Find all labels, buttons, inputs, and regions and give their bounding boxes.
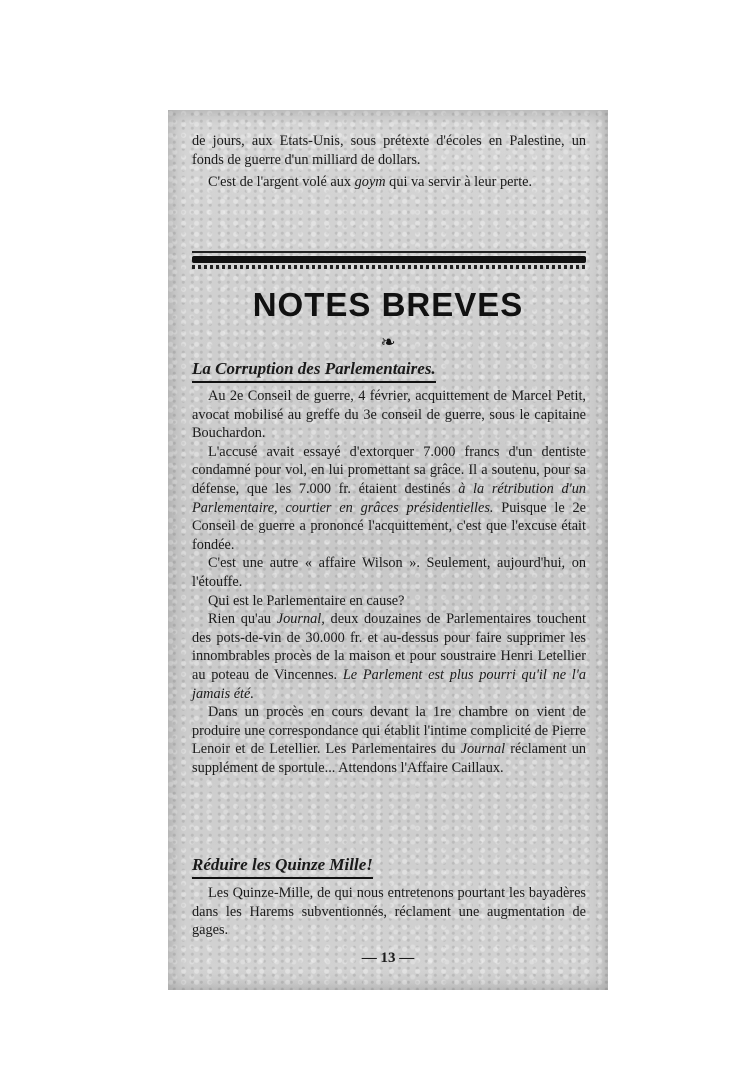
section-1-heading: La Corruption des Parlementaires.: [192, 358, 436, 383]
newspaper-clipping: [168, 110, 608, 990]
s1p5-text-mid: deux douzaines de Parlementaires touchent des pots-de-vin de 30.000 fr. et au-dessus pour faire supprimer les innombrables procès de la maison et pour soustraire Henri Letellier au poteau de Vincennes.: [192, 611, 586, 683]
s1p2-text-end: Puisque le 2e Conseil de guerre a prononcé l'acquittement, c'est que l'excuse était fondée.: [192, 499, 586, 553]
section-1-paragraph-4: Qui est le Parlementaire en cause?: [208, 592, 405, 609]
section-2-heading: Réduire les Quinze Mille!: [192, 854, 373, 879]
section-1-paragraph-2: [192, 443, 586, 555]
intro-text: [192, 132, 586, 192]
s1p2-emphasis: à la rétribution d'un Parlementaire, courtier en grâces présidentielles.: [192, 480, 586, 516]
section-1-paragraph-3: C'est une autre « affaire Wilson ». Seulement, aujourd'hui, on l'étouffe.: [192, 555, 586, 590]
s1p5-emphasis-2: Le Parlement est plus pourri qu'il ne l'a jamais été.: [192, 666, 586, 702]
section-1-paragraph-6: [192, 703, 586, 777]
s1p6-text-end: réclament un supplément de sportule... Attendons l'Affaire Caillaux.: [192, 741, 586, 776]
section-corruption: [192, 358, 586, 777]
s1p5-emphasis: Journal,: [276, 611, 325, 628]
section-title: NOTES BREVES: [252, 286, 524, 323]
s1p6-text: Dans un procès en cours devant la 1re chambre on vient de produire une correspondance qui établit l'intime complicité de Pierre Lenoir et de Letellier. Les Parlementaires du: [192, 704, 586, 758]
rule-wavy-line: [192, 265, 586, 269]
page-number: — 13 —: [361, 950, 415, 966]
rule-thin-line: [192, 251, 586, 253]
intro-paragraph-2: [192, 173, 586, 192]
intro-p2-text-end: qui va servir à leur perte.: [385, 174, 533, 191]
decorative-rule: [192, 248, 586, 268]
s1p6-emphasis: Journal: [460, 741, 506, 758]
intro-paragraph-1: de jours, aux Etats-Unis, sous prétexte d'écoles en Palestine, un fonds de guerre d'un milliard de dollars.: [192, 133, 586, 168]
s1p2-text: L'accusé avait essayé d'extorquer 7.000 francs d'un dentiste condamné pour vol, en lui promettant sa grâce. Il a soutenu, pour sa défense, que les 7.000 fr. étaient destinés: [192, 443, 586, 497]
section-1-paragraph-5: [192, 610, 586, 703]
section-2-paragraph-1: Les Quinze-Mille, de qui nous entretenons pourtant les bayadères dans les Harems subventionnés, réclament une augmentation de gages.: [192, 885, 586, 939]
intro-p2-emphasis: goym: [354, 174, 386, 191]
fleuron-ornament-icon: ❧: [380, 332, 396, 352]
rule-thick-line: [192, 256, 586, 263]
s1p5-text: Rien qu'au: [208, 611, 277, 628]
intro-p2-text: C'est de l'argent volé aux: [208, 174, 355, 191]
section-quinze-mille: [192, 854, 586, 940]
section-1-paragraph-1: Au 2e Conseil de guerre, 4 février, acquittement de Marcel Petit, avocat mobilisé au greffe du 3e conseil de guerre, sous le capitaine Bouchardon.: [192, 388, 586, 442]
